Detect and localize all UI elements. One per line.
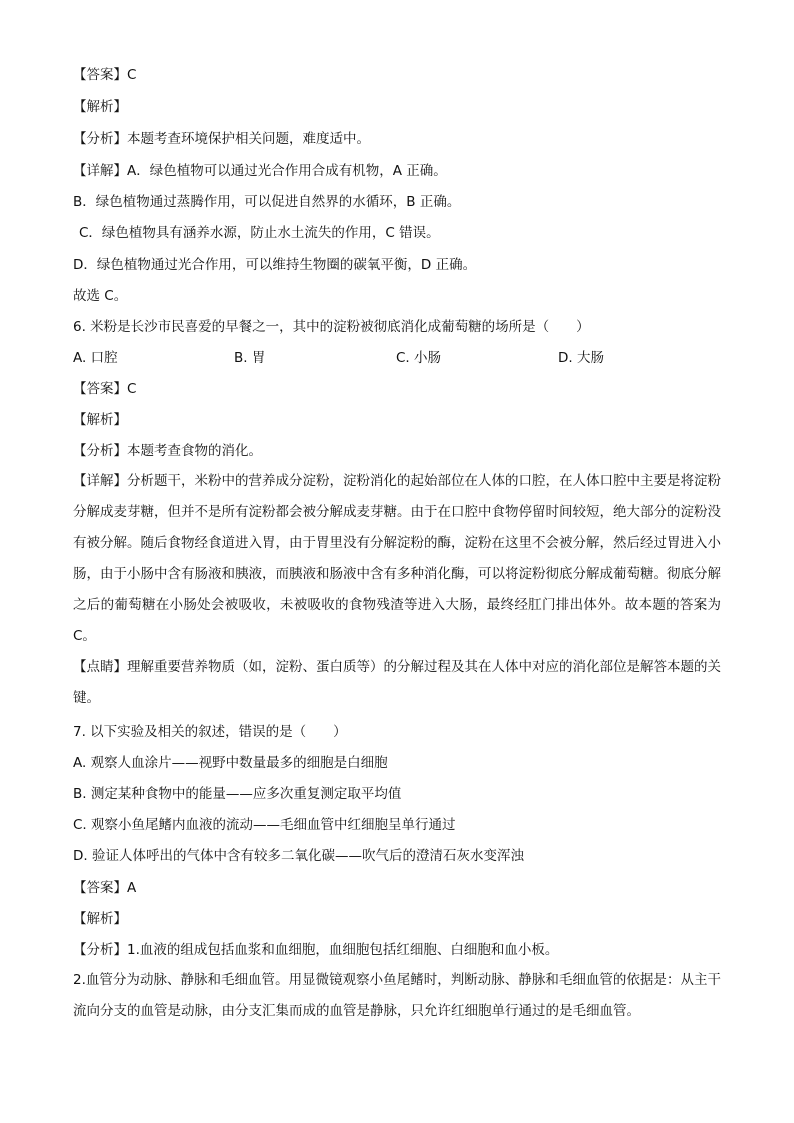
fenxi-text: 本题考查食物的消化。 [127, 443, 262, 459]
q7-answer-line [73, 878, 723, 898]
q5-option-c-explanation: C．绿色植物具有涵养水源，防止水土流失的作用，C 错误。 [79, 225, 440, 241]
q7-option-a: A. 观察人血涂片——视野中数量最多的细胞是白细胞 [73, 755, 388, 771]
q7-fenxi-paragraph-2: 2.血管分为动脉、静脉和毛细血管。用显微镜观察小鱼尾鳍时，判断动脉、静脉和毛细血管的依据是：从主干流向分支的血管是动脉，由分支汇集而成的血管是静脉，只允许红细胞单行通过的是毛细血管。 [73, 972, 721, 1019]
answer-value: C [127, 67, 137, 83]
q5-analysis-title: 【解析】 [73, 99, 127, 115]
q5-option-b-explanation: B．绿色植物通过蒸腾作用，可以促进自然界的水循环，B 正确。 [73, 194, 461, 210]
fenxi-tag: 【分析】 [73, 942, 127, 958]
dianjing-tag: 【点睛】 [73, 659, 127, 675]
q6-stem: 6. 米粉是长沙市民喜爱的早餐之一，其中的淀粉被彻底消化成葡萄糖的场所是（ ） [73, 319, 590, 335]
q6-answer-line [73, 379, 723, 399]
q7-option-c: C. 观察小鱼尾鳍内血液的流动——毛细血管中红细胞呈单行通过 [73, 817, 456, 833]
q5-fenxi-line [73, 129, 723, 149]
q5-option-d-explanation: D．绿色植物通过光合作用，可以维持生物圈的碳氧平衡，D 正确。 [73, 257, 477, 273]
q5-answer-line [73, 65, 723, 85]
fenxi-tag: 【分析】 [73, 131, 127, 147]
xiangjie-tag: 【详解】 [73, 163, 127, 179]
q6-fenxi-line [73, 441, 723, 461]
q7-option-b: B. 测定某种食物中的能量——应多次重复测定取平均值 [73, 786, 402, 802]
q7-fenxi-line [73, 940, 723, 960]
q6-option-c: C. 小肠 [396, 350, 442, 366]
q5-conclusion: 故选 C。 [73, 288, 128, 304]
fenxi-text-1: 1.血液的组成包括血浆和血细胞，血细胞包括红细胞、白细胞和血小板。 [127, 942, 559, 958]
xiangjie-text: 分析题干，米粉中的营养成分淀粉，淀粉消化的起始部位在人体的口腔，在人体口腔中主要是将淀粉分解成麦芽糖，但并不是所有淀粉都会被分解成麦芽糖。由于在口腔中食物停留时间较短，绝大部分的淀粉没有被分解。随后食物经食道进入胃，由于胃里没有分解淀粉的酶，淀粉在这里不会被分解，然后经过胃进入小肠，由于小肠中含有肠液和胰液，而胰液和肠液中含有多种消化酶，可以将淀粉彻底分解成葡萄糖。彻底分解之后的葡萄糖在小肠处会被吸收，未被吸收的食物残渣等进入大肠，最终经肛门排出体外。故本题的答案为 C。 [73, 473, 721, 644]
q7-analysis-title: 【解析】 [73, 911, 127, 927]
q7-option-d: D. 验证人体呼出的气体中含有较多二氧化碳——吹气后的澄清石灰水变浑浊 [73, 848, 524, 864]
q5-xiangjie-line [73, 161, 723, 181]
dianjing-text: 理解重要营养物质（如，淀粉、蛋白质等）的分解过程及其在人体中对应的消化部位是解答本题的关键。 [73, 659, 721, 706]
q6-analysis-title: 【解析】 [73, 412, 127, 428]
q6-option-d: D. 大肠 [558, 350, 604, 366]
answer-tag: 【答案】 [73, 381, 127, 397]
q7-stem: 7. 以下实验及相关的叙述，错误的是（ ） [73, 724, 347, 740]
answer-value: A [127, 880, 137, 896]
answer-value: C [127, 381, 137, 397]
q6-option-b: B. 胃 [234, 350, 266, 366]
answer-tag: 【答案】 [73, 880, 127, 896]
q6-xiangjie-paragraph [73, 466, 721, 652]
fenxi-text: 本题考查环境保护相关问题，难度适中。 [127, 131, 370, 147]
xiangjie-tag: 【详解】 [73, 473, 127, 489]
answer-tag: 【答案】 [73, 67, 127, 83]
xiangjie-option-a: A．绿色植物可以通过光合作用合成有机物，A 正确。 [127, 163, 447, 179]
q6-dianjing-paragraph [73, 652, 721, 714]
fenxi-tag: 【分析】 [73, 443, 127, 459]
q6-option-a: A. 口腔 [73, 350, 118, 366]
